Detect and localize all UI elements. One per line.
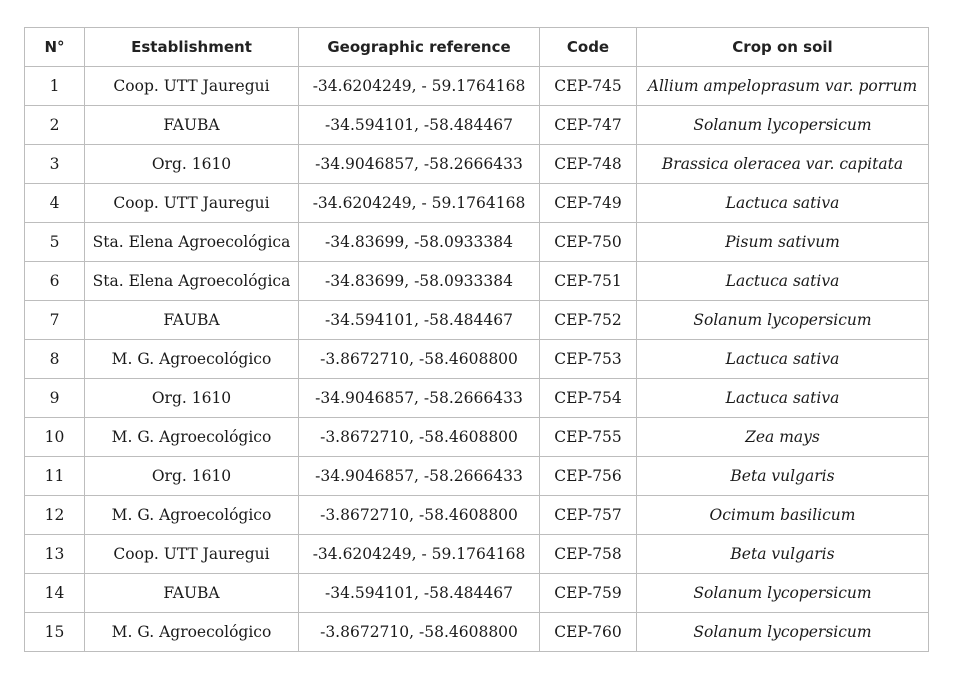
cell-geographic-reference: -34.594101, -58.484467 [299, 106, 540, 145]
header-geographic-reference: Geographic reference [299, 28, 540, 67]
cell-geographic-reference: -34.9046857, -58.2666433 [299, 145, 540, 184]
header-crop-on-soil: Crop on soil [637, 28, 929, 67]
cell-code: CEP-747 [540, 106, 637, 145]
cell-code: CEP-759 [540, 574, 637, 613]
cell-establishment: Org. 1610 [85, 457, 299, 496]
cell-crop: Lactuca sativa [637, 184, 929, 223]
table-header [25, 28, 929, 67]
cell-code: CEP-760 [540, 613, 637, 652]
header-row [25, 28, 929, 67]
cell-geographic-reference: -34.9046857, -58.2666433 [299, 379, 540, 418]
table-row [25, 379, 929, 418]
cell-crop: Solanum lycopersicum [637, 574, 929, 613]
cell-establishment: M. G. Agroecológico [85, 496, 299, 535]
samples-table [24, 27, 929, 652]
cell-number: 15 [25, 613, 85, 652]
cell-geographic-reference: -34.6204249, - 59.1764168 [299, 184, 540, 223]
cell-crop: Solanum lycopersicum [637, 613, 929, 652]
cell-establishment: M. G. Agroecológico [85, 340, 299, 379]
cell-establishment: Coop. UTT Jauregui [85, 184, 299, 223]
table-row [25, 496, 929, 535]
table-row [25, 457, 929, 496]
table-row [25, 262, 929, 301]
cell-crop: Lactuca sativa [637, 262, 929, 301]
cell-code: CEP-756 [540, 457, 637, 496]
cell-number: 9 [25, 379, 85, 418]
cell-crop: Brassica oleracea var. capitata [637, 145, 929, 184]
cell-code: CEP-754 [540, 379, 637, 418]
cell-code: CEP-745 [540, 67, 637, 106]
cell-crop: Ocimum basilicum [637, 496, 929, 535]
cell-establishment: M. G. Agroecológico [85, 613, 299, 652]
cell-number: 5 [25, 223, 85, 262]
cell-establishment: Sta. Elena Agroecológica [85, 223, 299, 262]
table-row [25, 223, 929, 262]
cell-code: CEP-752 [540, 301, 637, 340]
cell-code: CEP-757 [540, 496, 637, 535]
cell-number: 13 [25, 535, 85, 574]
table-row [25, 535, 929, 574]
cell-geographic-reference: -34.83699, -58.0933384 [299, 223, 540, 262]
cell-number: 14 [25, 574, 85, 613]
table-row [25, 340, 929, 379]
cell-number: 3 [25, 145, 85, 184]
table-row [25, 301, 929, 340]
cell-crop: Solanum lycopersicum [637, 301, 929, 340]
cell-code: CEP-755 [540, 418, 637, 457]
table-row [25, 145, 929, 184]
header-code: Code [540, 28, 637, 67]
cell-number: 12 [25, 496, 85, 535]
header-number: N° [25, 28, 85, 67]
cell-establishment: FAUBA [85, 574, 299, 613]
table-row [25, 67, 929, 106]
cell-geographic-reference: -34.6204249, - 59.1764168 [299, 67, 540, 106]
cell-geographic-reference: -34.83699, -58.0933384 [299, 262, 540, 301]
cell-crop: Beta vulgaris [637, 457, 929, 496]
cell-crop: Lactuca sativa [637, 340, 929, 379]
cell-number: 1 [25, 67, 85, 106]
cell-crop: Beta vulgaris [637, 535, 929, 574]
table-row [25, 574, 929, 613]
table-body [25, 67, 929, 652]
header-establishment: Establishment [85, 28, 299, 67]
cell-code: CEP-749 [540, 184, 637, 223]
cell-code: CEP-750 [540, 223, 637, 262]
cell-number: 2 [25, 106, 85, 145]
cell-crop: Pisum sativum [637, 223, 929, 262]
cell-geographic-reference: -34.6204249, - 59.1764168 [299, 535, 540, 574]
cell-crop: Lactuca sativa [637, 379, 929, 418]
cell-number: 7 [25, 301, 85, 340]
cell-establishment: Coop. UTT Jauregui [85, 67, 299, 106]
cell-number: 8 [25, 340, 85, 379]
cell-crop: Solanum lycopersicum [637, 106, 929, 145]
table-row [25, 613, 929, 652]
cell-establishment: Coop. UTT Jauregui [85, 535, 299, 574]
cell-crop: Allium ampeloprasum var. porrum [637, 67, 929, 106]
cell-number: 6 [25, 262, 85, 301]
table-row [25, 106, 929, 145]
cell-crop: Zea mays [637, 418, 929, 457]
cell-geographic-reference: -34.594101, -58.484467 [299, 301, 540, 340]
cell-geographic-reference: -3.8672710, -58.4608800 [299, 496, 540, 535]
cell-establishment: Org. 1610 [85, 145, 299, 184]
cell-geographic-reference: -34.9046857, -58.2666433 [299, 457, 540, 496]
cell-number: 11 [25, 457, 85, 496]
cell-establishment: FAUBA [85, 301, 299, 340]
cell-establishment: M. G. Agroecológico [85, 418, 299, 457]
table-row [25, 418, 929, 457]
cell-code: CEP-748 [540, 145, 637, 184]
cell-code: CEP-753 [540, 340, 637, 379]
cell-establishment: Org. 1610 [85, 379, 299, 418]
cell-establishment: Sta. Elena Agroecológica [85, 262, 299, 301]
cell-geographic-reference: -3.8672710, -58.4608800 [299, 418, 540, 457]
cell-geographic-reference: -34.594101, -58.484467 [299, 574, 540, 613]
cell-number: 10 [25, 418, 85, 457]
cell-code: CEP-751 [540, 262, 637, 301]
cell-geographic-reference: -3.8672710, -58.4608800 [299, 340, 540, 379]
table-row [25, 184, 929, 223]
cell-geographic-reference: -3.8672710, -58.4608800 [299, 613, 540, 652]
cell-number: 4 [25, 184, 85, 223]
cell-code: CEP-758 [540, 535, 637, 574]
cell-establishment: FAUBA [85, 106, 299, 145]
